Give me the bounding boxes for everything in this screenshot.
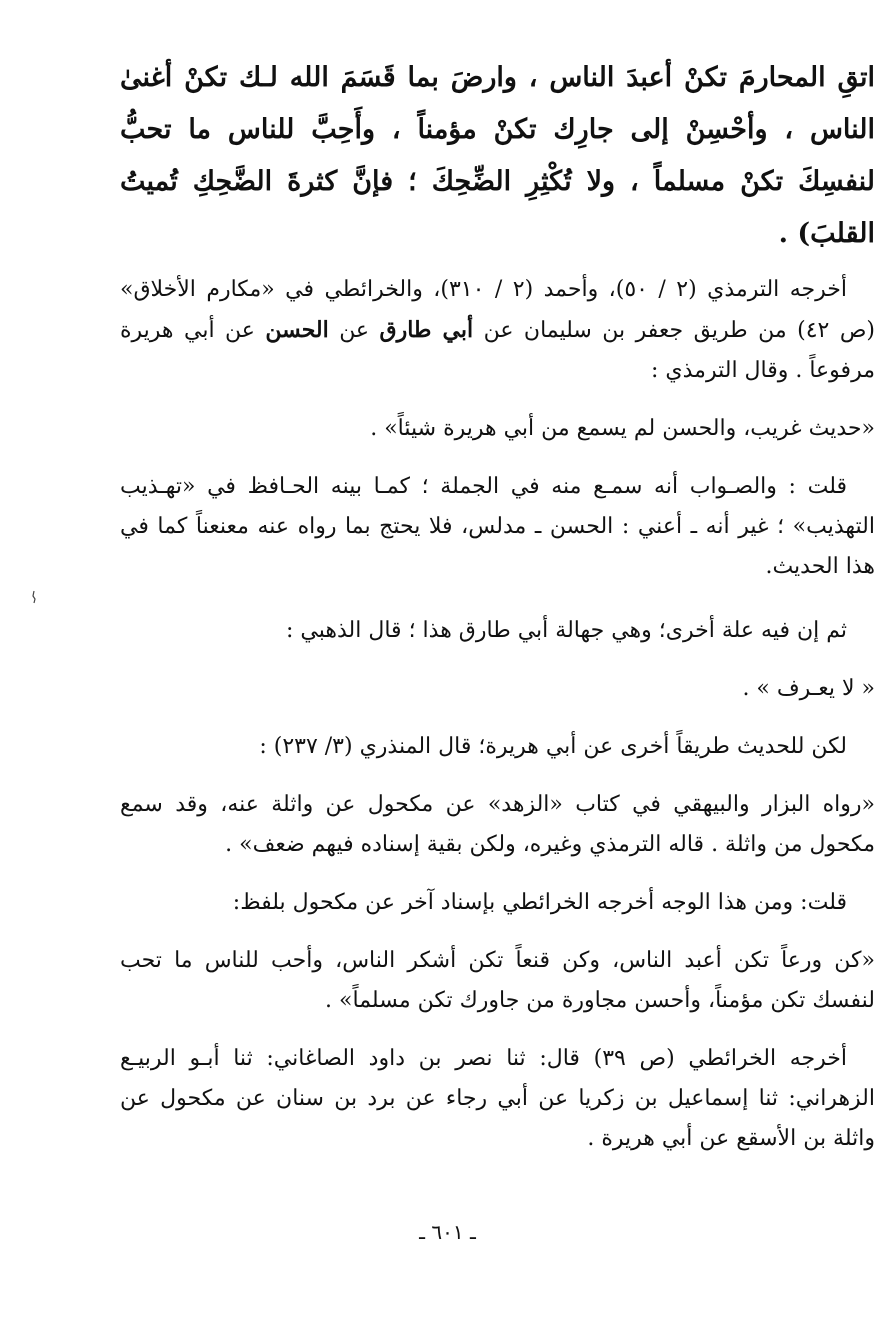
margin-speck-mark	[30, 590, 38, 604]
page-number: ـ ٦٠١ ـ	[419, 1220, 476, 1244]
narrator-abu-tariq: أبي طارق	[379, 317, 474, 343]
tirmidhi-quote: «حديث غريب، والحسن لم يسمع من أبي هريرة شيئاً» .	[370, 416, 875, 441]
illa-paragraph: ثم إن فيه علة أخرى؛ وهي جهالة أبي طارق هذا ؛ قال الذهبي :	[286, 618, 847, 643]
takhrij-paragraph	[120, 270, 875, 391]
takhrij-part3: عن أبي هريرة مرفوعاً . وقال الترمذي :	[120, 318, 875, 383]
takhrij-part2: عن	[328, 318, 380, 343]
narrator-hasan: الحسن	[265, 317, 329, 343]
kharaiti-quote: «كن ورعاً تكن أعبد الناس، وكن قنعاً تكن أشكر الناس، وأحب للناس ما تحب لنفسك تكن مؤمناً، وأحسن مجاورة من جاورك تكن مسلماً» .	[120, 948, 875, 1013]
page-body	[120, 52, 875, 1159]
dhahabi-quote: « لا يعـرف » .	[742, 676, 875, 701]
mundhiri-quote: «رواه البزار والبيهقي في كتاب «الزهد» عن مكحول عن واثلة عنه، وقد سمع مكحول من واثلة . قاله الترمذي وغيره، ولكن بقية إسناده فيهم ضعف» .	[120, 792, 875, 857]
qultu-paragraph-2: قلت: ومن هذا الوجه أخرجه الخرائطي بإسناد آخر عن مكحول بلفظ:	[232, 890, 847, 915]
mundhiri-intro: لكن للحديث طريقاً أخرى عن أبي هريرة؛ قال المنذري (٣/ ٢٣٧) :	[259, 734, 847, 759]
hadith-text: اتقِ المحارمَ تكنْ أعبدَ الناس ، وارضَ بما قَسَمَ الله لـك تكنْ أغنىٰ الناس ، وأحْسِنْ إلى جارِك تكنْ مؤمناً ، وأَحِبَّ للناس ما تحبُّ لنفسِكَ تكنْ مسلماً ، ولا تُكْثِرِ الضِّحِكَ ؛ فإنَّ كثرةَ الضَّحِكِ تُميتُ القلبَ) .	[120, 62, 875, 249]
qultu-paragraph-1: قلت : والصـواب أنه سمـع منه في الجملة ؛ كمـا بينه الحـافظ في «تهـذيب التهذيب» ؛ غير أنه ـ أعني : الحسن ـ مدلس، فلا يحتج بما رواه عنه معنعناً كما في هذا الحديث.	[120, 474, 875, 579]
final-isnad-paragraph: أخرجه الخرائطي (ص ٣٩) قال: ثنا نصر بن داود الصاغاني: ثنا أبـو الربيـع الزهراني: ثنا إسماعيل بن زكريا عن أبي رجاء عن برد بن سنان عن مكحول عن واثلة بن الأسقع عن أبي هريرة .	[120, 1046, 875, 1151]
takhrij-part1: أخرجه الترمذي (٢ / ٥٠)، وأحمد (٢ / ٣١٠)، والخرائطي في «مكارم الأخلاق» (ص ٤٢) من طريق جعفر بن سليمان عن	[120, 277, 875, 343]
